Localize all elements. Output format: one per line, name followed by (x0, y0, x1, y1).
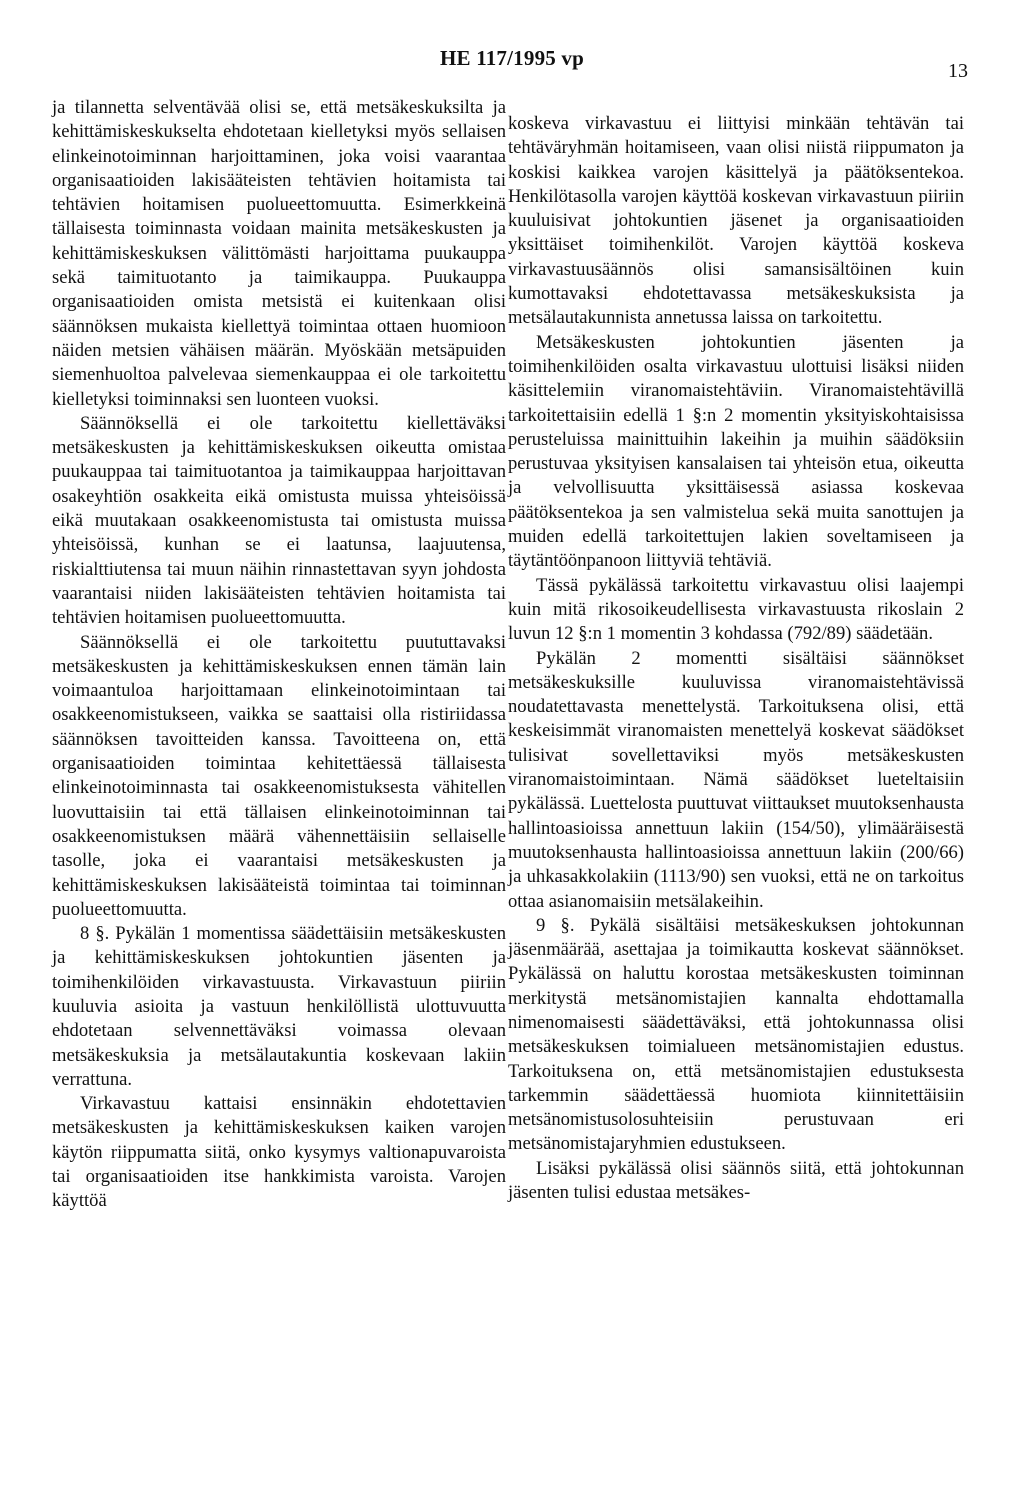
paragraph: Tässä pykälässä tarkoitettu virkavastuu olisi laajempi kuin mitä rikosoikeudellisesta virkavastuusta rikoslain 2 luvun 12 §:n 1 momentin 3 kohdassa (792/89) säädetään. (508, 574, 964, 645)
paragraph: Säännöksellä ei ole tarkoitettu puututtavaksi metsäkeskusten ja kehittämiskeskuksen ennen tämän lain voimaantuloa harjoittamaan elinkeinotoimintaan tai osakkeenomistukseen, vaikka se saattaisi olla ristiriidassa säännöksen tavoitteiden kanssa. Tavoitteena on, että organisaatioiden toimintaa kehitettäessä tällaisesta elinkeinotoiminnasta tai osakkeenomistuksesta vähitellen luovuttaisiin tai että tällaisen elinkeinotoiminnan tai osakkeenomistuksen määrä vähennettäisiin sellaiselle tasolle, joka ei vaarantaisi metsäkeskusten ja kehittämiskeskuksen lakisääteistä toimintaa tai toiminnan puolueettomuutta. (52, 631, 506, 920)
paragraph: Pykälän 2 momentti sisältäisi säännökset metsäkeskuksille kuuluvissa viranomaistehtävissä noudatettavasta menettelystä. Tarkoituksena olisi, että keskeisimmät viranomaisten menettelyä koskevat säädökset tulisivat sovellettaviksi myös metsäkeskusten viranomaistoimintaan. Nämä säädökset lueteltaisiin pykälässä. Luettelosta puuttuvat viittaukset muutoksenhausta hallintoasioissa annettuun lakiin (154/50), ylimääräisestä muutoksenhausta hallintoasioissa annettuun lakiin (200/66) ja uhkasakkolakiin (1113/90) sen vuoksi, että ne on tarkoitus ottaa asianomaisiin metsälakeihin. (508, 647, 964, 912)
left-column (52, 96, 506, 1214)
paragraph: koskeva virkavastuu ei liittyisi minkään tehtävän tai tehtäväryhmän hoitamiseen, vaan olisi niistä riippumaton ja koskisi kaikkea varojen käsittelyä ja päätöksentekoa. Henkilötasolla varojen käyttöä koskevan virkavastuun piiriin kuuluisivat johtokuntien jäsenet ja organisaatioiden yksittäiset toimihenkilöt. Varojen käyttöä koskeva virkavastuusäännös olisi samansisältöinen kuin kumottavaksi ehdotettavassa metsäkeskuksista ja metsälautakunnista annetussa laissa on tarkoitettu. (508, 113, 964, 329)
page-number: 13 (948, 60, 968, 82)
paragraph: Säännöksellä ei ole tarkoitettu kiellettäväksi metsäkeskusten ja kehittämiskeskuksen oikeutta omistaa puukauppaa tai taimituotantoa ja taimikauppaa harjoittavan osakeyhtiön osakkeita eikä omistusta muissa yhteisöissä eikä muutakaan osakkeenomistusta tai omistusta muissa yhteisöissä, kunhan se ei laatunsa, laajuutensa, riskialttiutensa tai muun näihin rinnastettavan syyn johdosta vaarantaisi niiden lakisääteisten tehtävien hoitamista tai tehtävien hoitamisen puolueettomuutta. (52, 412, 506, 629)
paragraph: ja tilannetta selventävää olisi se, että metsäkeskuksilta ja kehittämiskeskukselta ehdotetaan kielletyksi myös sellaisen elinkeinotoiminnan harjoittaminen, joka voisi vaarantaa organisaatioiden lakisääteisten tehtävien hoitamista tai tehtävien hoitamisen puolueettomuutta. Esimerkkeinä tällaisesta toiminnasta voidaan mainita metsäkeskusten ja kehittämiskeskuksen välittömästi harjoittama puukauppa sekä taimituotanto ja taimikauppa. Puukauppa organisaatioiden omista metsistä ei kuitenkaan olisi säännöksen mukaista kiellettyä toimintaa ottaen huomioon näiden metsien vähäisen määrän. Myöskään metsäpuiden siemenhuoltoa palvelevaa siemenkauppaa ei ole tarkoitettu kielletyksi toiminnaksi sen luonteen vuoksi. (52, 97, 506, 410)
paragraph: Virkavastuu kattaisi ensinnäkin ehdotettavien metsäkeskusten ja kehittämiskeskuksen kaiken varojen käytön riippumatta siitä, onko kysymys valtionapuvaroista tai organisaatioiden itse hankkimista varoista. Varojen käyttöä (52, 1093, 506, 1212)
paragraph: 8 §. Pykälän 1 momentissa säädettäisiin metsäkeskusten ja kehittämiskeskuksen johtokuntien jäsenten ja toimihenkilöiden virkavastuusta. Virkavastuun piiriin kuuluvia asioita ja vastuun henkilöllistä ulottuvuutta ehdotetaan selvennettäväksi voimassa olevaan metsäkeskuksia ja metsälautakuntia koskevaan lakiin verrattuna. (52, 923, 506, 1090)
paragraph: Lisäksi pykälässä olisi säännös siitä, että johtokunnan jäsenten tulisi edustaa metsäkes- (508, 1157, 964, 1204)
paragraph: Metsäkeskusten johtokuntien jäsenten ja toimihenkilöiden osalta virkavastuu ulottuisi lisäksi niiden käsittelemiin viranomaistehtäviin. Viranomaistehtävillä tarkoitettaisiin edellä 1 §:n 2 momentin yksityiskohtaisissa perusteluissa mainittuihin lakeihin ja muihin säädöksiin perustuvaa yksityisen kansalaisen tai yhteisön etua, oikeutta ja velvollisuutta yksittäisessä asiassa koskevaa päätöksentekoa ja sen valmistelua sekä muita sanottujen ja muiden edellä tarkoitettujen lakien soveltamiseen ja täytäntöönpanoon liittyviä tehtäviä. (508, 331, 964, 572)
right-column (508, 112, 964, 1205)
paragraph: 9 §. Pykälä sisältäisi metsäkeskuksen johtokunnan jäsenmäärää, asettajaa ja toimikautta koskevat säännökset. Pykälässä on haluttu korostaa metsäkeskusten toiminnan merkitystä metsänomistajien kannalta ehdottamalla nimenomaisesti säädettäväksi, että johtokunnassa olisi metsäkeskuksen toimialueen metsänomistajien edustus. Tarkoituksena on, että metsänomistajien edustuksesta tarkemmin säädettäessä huomiota kiinnitettäisiin metsänomistusolosuhteisiin perustuvaan eri metsänomistajaryhmien edustukseen. (508, 914, 964, 1155)
running-head: HE 117/1995 vp (440, 46, 584, 70)
